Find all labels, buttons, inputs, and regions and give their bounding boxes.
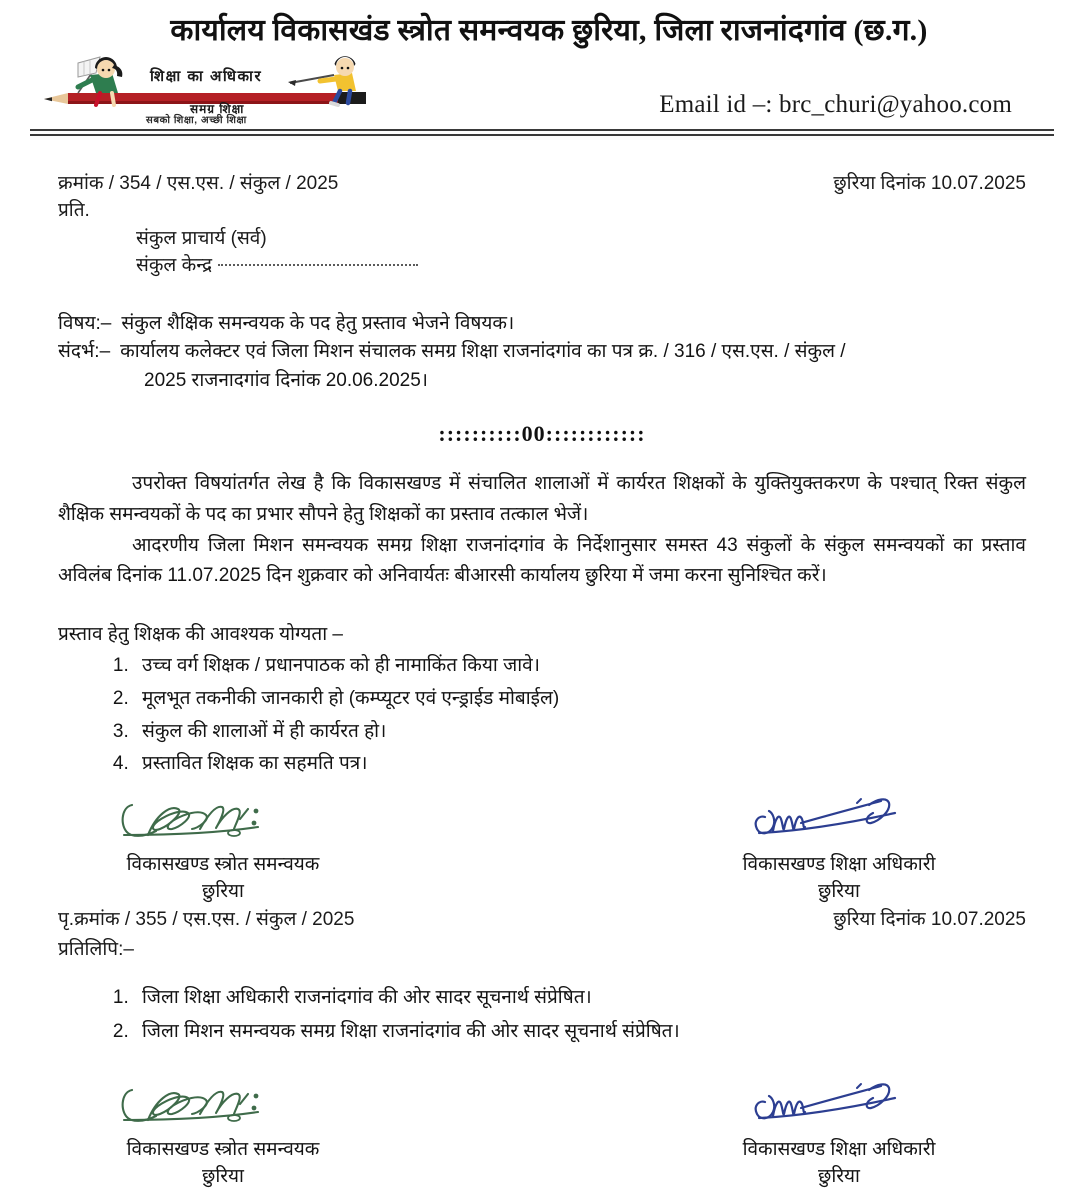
letterhead-row — [30, 51, 1054, 126]
header-divider — [30, 129, 1054, 136]
copy-to-list — [58, 981, 1026, 1049]
signature-place: छुरिया — [818, 881, 860, 903]
signature-place: छुरिया — [202, 881, 244, 903]
signature-block-beo — [674, 795, 1004, 906]
reference-row — [58, 170, 1026, 198]
email-line: Email id –: brc_churi@yahoo.com — [659, 90, 1012, 118]
signature-designation: विकासखण्ड शिक्षा अधिकारी — [742, 853, 936, 875]
qualification-heading: प्रस्ताव हेतु शिक्षक की आवश्यक योग्यता – — [58, 624, 343, 646]
handwritten-signature-icon — [729, 795, 949, 851]
handwritten-signature-icon — [108, 795, 338, 851]
paragraph-1: उपरोक्त विषयांतर्गत लेख है कि विकासखण्ड में संचालित शालाओं में कार्यरत शिक्षकों के युक्तियुक्तकरण के पश्चात् रिक्त संकुल शैक्षिक समन्वयकों के पद का प्रभार सौपने हेतु शिक्षकों का प्रस्ताव तत्काल भेजें। — [58, 473, 1026, 525]
list-item: 3. संकुल की शालाओं में ही कार्यरत हो। — [134, 716, 1026, 749]
subject-block — [58, 310, 1026, 396]
reference-line-continued — [58, 367, 1026, 396]
letter-place-date: छुरिया दिनांक 10.07.2025 — [833, 172, 1026, 194]
to-line-principal: संकुल प्राचार्य (सर्व) — [136, 227, 267, 249]
signature-block-beo-copy — [674, 1080, 1004, 1191]
signature-block-brcc-copy — [58, 1080, 388, 1191]
signature-band-endorsement — [58, 1080, 1026, 1191]
to-line-center — [58, 252, 1026, 280]
to-center-label: संकुल केन्द्र — [136, 255, 213, 277]
signature-block-brcc — [58, 795, 388, 906]
list-item: 1. उच्च वर्ग शिक्षक / प्रधानपाठक को ही नामाकिंत किया जावे। — [134, 650, 1026, 683]
signature-designation: विकासखण्ड शिक्षा अधिकारी — [742, 1138, 936, 1160]
letter-ref-number: क्रमांक / 354 / एस.एस. / संकुल / 2025 — [58, 172, 339, 194]
logo-artwork — [38, 53, 408, 126]
signature-place: छुरिया — [818, 1166, 860, 1188]
endorsement-place-date: छुरिया दिनांक 10.07.2025 — [833, 909, 1026, 931]
subject-text: संकुल शैक्षिक समन्वयक के पद हेतु प्रस्ताव भेजने विषयक। — [121, 312, 515, 334]
to-label: प्रति. — [58, 200, 90, 222]
endorsement-reference-row — [58, 906, 1026, 934]
logo-line1-text: शिक्षा का अधिकार — [150, 67, 263, 85]
signature-ink-beo — [674, 795, 1004, 851]
to-center-blank — [218, 264, 418, 266]
copy-to-label: प्रतिलिपि:– — [58, 938, 134, 960]
signature-band-primary — [58, 795, 1026, 906]
signature-designation: विकासखण्ड स्त्रोत समन्वयक — [126, 853, 320, 875]
handwritten-signature-icon — [108, 1080, 338, 1136]
reference-line — [58, 338, 1026, 367]
signature-ink-brcc-copy — [58, 1080, 388, 1136]
reference-text: कार्यालय कलेक्टर एवं जिला मिशन संचालक समग्र शिक्षा राजनांदगांव का पत्र क्र. / 316 / एस.एस. / संकुल / — [120, 341, 846, 363]
list-item: 2. जिला मिशन समन्वयक समग्र शिक्षा राजनांदगांव की ओर सादर सूचनार्थ संप्रेषित। — [134, 1015, 1026, 1049]
reference-text-continued: 2025 राजनादगांव दिनांक 20.06.2025। — [144, 369, 428, 391]
qualification-list — [58, 650, 1026, 781]
logo-line3-text: सबको शिक्षा, अच्छी शिक्षा — [146, 114, 247, 126]
list-item: 1. जिला शिक्षा अधिकारी राजनांदगांव की ओर सादर सूचनार्थ संप्रेषित। — [134, 981, 1026, 1015]
signature-ink-brcc — [58, 795, 388, 851]
list-item: 2. मूलभूत तकनीकी जानकारी हो (कम्प्यूटर एवं एन्ड्राईड मोबाईल) — [134, 683, 1026, 716]
letterhead — [0, 0, 1084, 126]
signature-designation: विकासखण्ड स्त्रोत समन्वयक — [126, 1138, 320, 1160]
subject-line — [58, 310, 1026, 339]
paragraph-2: आदरणीय जिला मिशन समन्वयक समग्र शिक्षा राजनांदगांव के निर्देशानुसार समस्त 43 संकुलों के संकुल समन्वयकों का प्रस्ताव अविलंब दिनांक 11.07.2025 दिन शुक्रवार को अनिवार्यतः बीआरसी कार्यालय छुरिया में जमा करना सुनिश्चित करें। — [58, 534, 1026, 587]
letter-body — [0, 170, 1084, 1191]
list-item: 4. प्रस्तावित शिक्षक का सहमति पत्र। — [134, 748, 1026, 781]
subject-label: विषय:– — [58, 312, 112, 334]
section-divider-00: ::::::::::00:::::::::::: — [438, 421, 646, 447]
signature-ink-beo-copy — [674, 1080, 1004, 1136]
office-title: कार्यालय विकासखंड स्त्रोत समन्वयक छुरिया, जिला राजनांदगांव (छ.ग.) — [170, 14, 928, 47]
reference-label: संदर्भ:– — [58, 341, 111, 363]
endorsement-ref-number: पृ.क्रमांक / 355 / एस.एस. / संकुल / 2025 — [58, 909, 355, 931]
logo-line2-text: समग्र शिक्षा — [190, 101, 245, 116]
signature-place: छुरिया — [202, 1166, 244, 1188]
samagra-shiksha-logo — [38, 53, 408, 126]
handwritten-signature-icon — [729, 1080, 949, 1136]
